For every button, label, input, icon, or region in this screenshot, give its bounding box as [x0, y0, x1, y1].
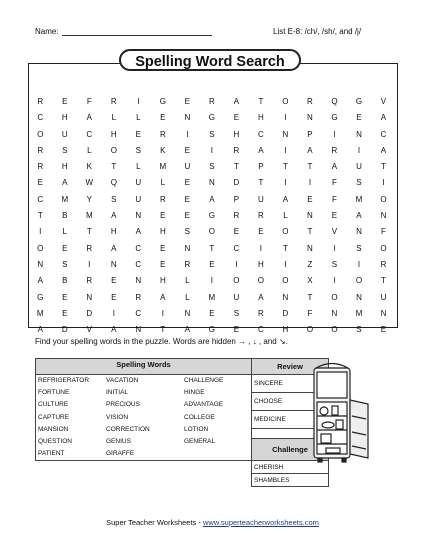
grid-letter[interactable]: A	[258, 292, 264, 302]
grid-row	[28, 208, 396, 224]
grid-letter[interactable]: U	[258, 194, 264, 204]
grid-letter[interactable]: Q	[331, 97, 338, 106]
grid-letter[interactable]: S	[356, 243, 362, 253]
grid-letter[interactable]: Y	[86, 194, 92, 204]
grid-letter[interactable]: H	[159, 227, 166, 237]
review-header: Review	[252, 359, 329, 375]
grid-letter[interactable]: X	[307, 276, 313, 286]
grid-letter[interactable]: O	[331, 292, 338, 302]
grid-row	[28, 224, 396, 240]
spelling-word: GIRAFFE	[106, 450, 135, 458]
grid-letter[interactable]: O	[282, 97, 289, 106]
grid-row	[28, 175, 396, 191]
grid-letter[interactable]: N	[331, 308, 338, 318]
grid-letter[interactable]: R	[258, 211, 264, 221]
grid-letter[interactable]: E	[356, 113, 362, 123]
spelling-word: CORRECTION	[106, 425, 150, 433]
grid-letter[interactable]: B	[62, 211, 68, 221]
grid-letter[interactable]: I	[137, 97, 140, 106]
grid-letter[interactable]: T	[307, 292, 313, 302]
grid-letter[interactable]: C	[135, 243, 142, 253]
grid-letter[interactable]: V	[86, 325, 92, 335]
grid-letter[interactable]: E	[258, 227, 264, 237]
grid-letter[interactable]: O	[282, 276, 289, 286]
grid-letter[interactable]: G	[37, 292, 44, 302]
grid-letter[interactable]: N	[184, 308, 191, 318]
grid-letter[interactable]: G	[208, 325, 215, 335]
grid-letter[interactable]: O	[37, 243, 44, 253]
grid-letter[interactable]: R	[307, 97, 313, 106]
page-title: Spelling Word Search	[119, 49, 301, 71]
bank-spacer	[36, 474, 252, 487]
grid-letter[interactable]: I	[308, 178, 312, 188]
grid-row	[28, 127, 396, 143]
grid-letter[interactable]: R	[258, 308, 264, 318]
grid-letter[interactable]: F	[307, 308, 313, 318]
spelling-word: LOTION	[184, 425, 209, 433]
grid-letter[interactable]: Q	[110, 178, 117, 188]
grid-letter[interactable]: L	[136, 113, 141, 123]
grid-letter[interactable]: I	[333, 276, 336, 286]
grid-letter[interactable]: A	[380, 145, 387, 155]
grid-letter[interactable]: A	[282, 194, 289, 204]
grid-letter[interactable]: T	[381, 276, 386, 286]
grid-row	[28, 94, 396, 110]
grid-letter[interactable]: T	[282, 162, 288, 172]
grid-letter[interactable]: R	[37, 145, 44, 155]
grid-letter[interactable]: T	[37, 211, 43, 221]
grid-letter[interactable]: N	[282, 292, 289, 302]
grid-letter[interactable]: S	[111, 194, 117, 204]
grid-letter[interactable]: M	[159, 162, 167, 172]
grid-letter[interactable]: H	[61, 113, 68, 123]
grid-letter[interactable]: H	[233, 129, 240, 139]
grid-letter[interactable]: G	[331, 113, 338, 123]
grid-letter[interactable]: F	[86, 97, 92, 106]
grid-letter[interactable]: F	[381, 227, 386, 237]
grid-letter[interactable]: U	[356, 162, 362, 172]
spelling-word: INITIAL	[106, 389, 129, 397]
grid-letter[interactable]: R	[233, 145, 240, 155]
grid-letter[interactable]: E	[160, 259, 166, 269]
grid-letter[interactable]: H	[258, 113, 264, 123]
grid-letter[interactable]: I	[186, 129, 189, 139]
grid-letter[interactable]: I	[210, 145, 213, 155]
spelling-word: HINGE	[184, 389, 205, 397]
grid-letter[interactable]: U	[184, 162, 191, 172]
spelling-word: GENERAL	[184, 437, 216, 445]
grid-letter[interactable]: R	[233, 211, 240, 221]
grid-letter[interactable]: R	[159, 194, 166, 204]
review-word: SINCERE	[252, 375, 329, 393]
grid-letter[interactable]: M	[208, 292, 216, 302]
grid-letter[interactable]: N	[282, 129, 289, 139]
grid-letter[interactable]: G	[355, 97, 363, 106]
grid-letter[interactable]: N	[307, 211, 313, 221]
grid-letter[interactable]: S	[209, 162, 215, 172]
grid-row	[28, 273, 396, 289]
grid-letter[interactable]: U	[135, 178, 142, 188]
grid-letter[interactable]: C	[233, 243, 240, 253]
grid-letter[interactable]: O	[110, 145, 117, 155]
grid-letter[interactable]: A	[86, 113, 92, 123]
grid-row	[28, 290, 396, 306]
grid-letter[interactable]: H	[258, 259, 264, 269]
grid-row	[28, 306, 396, 322]
challenge-header: Challenge	[252, 439, 329, 461]
grid-letter[interactable]: S	[331, 259, 338, 269]
name-field	[35, 27, 212, 36]
grid-letter[interactable]: H	[110, 227, 117, 237]
grid-letter[interactable]: K	[160, 145, 166, 155]
grid-letter[interactable]: I	[161, 308, 164, 318]
grid-letter[interactable]: A	[160, 292, 166, 302]
grid-letter[interactable]: E	[111, 276, 117, 286]
refrigerator-illustration	[308, 358, 378, 464]
grid-letter[interactable]: L	[111, 113, 117, 123]
grid-letter[interactable]: P	[258, 162, 264, 172]
grid-letter[interactable]: A	[380, 113, 387, 123]
grid-letter[interactable]: E	[135, 129, 141, 139]
grid-letter[interactable]: O	[380, 194, 387, 204]
grid-letter[interactable]: E	[184, 194, 191, 204]
grid-letter[interactable]: E	[233, 113, 240, 123]
grid-letter[interactable]: B	[62, 276, 68, 286]
list-label: List E-8: /ch/, /sh/, and /j/	[273, 27, 362, 36]
spelling-word: VACATION	[106, 377, 139, 384]
grid-letter[interactable]: U	[61, 129, 68, 139]
grid-row	[28, 192, 396, 208]
grid-letter[interactable]: T	[307, 227, 313, 237]
grid-letter[interactable]: R	[331, 145, 338, 155]
grid-letter[interactable]: N	[307, 243, 313, 253]
grid-letter[interactable]: E	[184, 145, 191, 155]
word-bank-table	[35, 358, 329, 487]
spelling-word: PRECIOUS	[106, 401, 140, 409]
grid-letter[interactable]: E	[62, 292, 68, 302]
spelling-word: QUESTION	[38, 437, 72, 445]
spelling-word: VISION	[106, 413, 129, 421]
spelling-word: REFRIGERATOR	[38, 377, 90, 384]
grid-letter[interactable]: P	[307, 129, 313, 139]
grid-letter[interactable]: M	[355, 194, 363, 204]
grid-letter[interactable]: T	[160, 325, 166, 335]
review-word: MEDICINE	[252, 411, 329, 429]
spelling-word: CAPTURE	[38, 413, 70, 421]
grid-row	[28, 322, 396, 338]
spelling-words-header: Spelling Words	[36, 359, 252, 375]
grid-letter[interactable]: I	[357, 145, 361, 155]
grid-letter[interactable]: M	[36, 308, 44, 318]
grid-letter[interactable]: E	[160, 113, 166, 123]
grid-letter[interactable]: H	[282, 325, 289, 335]
grid-letter[interactable]: O	[233, 276, 240, 286]
grid-letter[interactable]: C	[37, 113, 44, 123]
grid-letter[interactable]: R	[86, 243, 93, 253]
grid-letter[interactable]: N	[307, 113, 313, 123]
grid-letter[interactable]: L	[87, 145, 92, 155]
grid-letter[interactable]: A	[209, 194, 215, 204]
grid-letter[interactable]: Z	[307, 259, 313, 269]
grid-letter[interactable]: T	[258, 178, 264, 188]
grid-letter[interactable]: I	[210, 276, 213, 286]
spelling-word: COLLEGE	[184, 413, 215, 421]
grid-letter[interactable]: N	[37, 259, 44, 269]
grid-letter[interactable]: R	[86, 276, 93, 286]
grid-letter[interactable]: E	[233, 325, 240, 335]
grid-letter[interactable]: E	[62, 243, 68, 253]
grid-letter[interactable]: E	[307, 194, 313, 204]
grid-letter[interactable]: L	[283, 211, 288, 221]
grid-letter[interactable]: D	[233, 178, 240, 188]
grid-letter[interactable]: N	[380, 308, 387, 318]
spelling-word: FORTUNE	[38, 389, 70, 397]
grid-letter[interactable]: F	[332, 194, 337, 204]
grid-letter[interactable]: D	[86, 308, 93, 318]
grid-letter[interactable]: L	[185, 276, 190, 286]
grid-letter[interactable]: S	[209, 129, 215, 139]
grid-letter[interactable]: E	[331, 211, 338, 221]
grid-letter[interactable]: W	[85, 178, 94, 188]
grid-letter[interactable]: O	[331, 325, 338, 335]
grid-letter[interactable]: N	[356, 129, 362, 139]
grid-letter[interactable]: A	[331, 162, 338, 172]
grid-letter[interactable]: I	[333, 129, 336, 139]
grid-letter[interactable]: N	[356, 227, 362, 237]
grid-letter[interactable]: A	[111, 243, 117, 253]
grid-letter[interactable]: S	[233, 308, 240, 318]
grid-letter[interactable]: T	[111, 162, 117, 172]
grid-letter[interactable]: I	[284, 145, 287, 155]
grid-letter[interactable]: O	[380, 243, 387, 253]
grid-letter[interactable]: E	[233, 227, 240, 237]
grid-letter[interactable]: S	[135, 145, 141, 155]
challenge-word: CHERISH	[252, 461, 329, 474]
grid-letter[interactable]: N	[135, 325, 142, 335]
grid-letter[interactable]: R	[380, 259, 387, 269]
grid-letter[interactable]: S	[184, 227, 191, 237]
challenge-word: SHAMBLES	[252, 474, 329, 487]
grid-letter[interactable]: C	[86, 129, 93, 139]
grid-letter[interactable]: I	[39, 227, 42, 237]
grid-letter[interactable]: N	[184, 113, 191, 123]
grid-letter[interactable]: E	[62, 97, 68, 106]
grid-letter[interactable]: I	[112, 308, 115, 318]
grid-letter[interactable]: H	[159, 276, 166, 286]
grid-letter[interactable]: O	[282, 227, 289, 237]
grid-letter[interactable]: E	[380, 325, 387, 335]
grid-letter[interactable]: R	[184, 259, 191, 269]
grid-letter[interactable]: D	[61, 325, 68, 335]
grid-letter[interactable]: N	[86, 292, 93, 302]
grid-letter[interactable]: U	[233, 292, 240, 302]
grid-letter[interactable]: C	[135, 308, 142, 318]
grid-letter[interactable]: E	[111, 292, 117, 302]
grid-letter[interactable]: E	[184, 178, 191, 188]
grid-letter[interactable]: E	[37, 178, 43, 188]
footer-text: Super Teacher Worksheets -	[106, 518, 203, 527]
grid-letter[interactable]: I	[382, 178, 385, 188]
grid-letter[interactable]: T	[282, 243, 288, 253]
grid-letter[interactable]: I	[259, 243, 263, 253]
grid-letter[interactable]: I	[88, 259, 91, 269]
grid-letter[interactable]: M	[61, 194, 69, 204]
grid-letter[interactable]: N	[110, 259, 117, 269]
grid-letter[interactable]: U	[135, 194, 142, 204]
grid-letter[interactable]: T	[307, 162, 313, 172]
grid-letter[interactable]: I	[333, 243, 336, 253]
grid-letter[interactable]: M	[355, 308, 363, 318]
spelling-word: ADVANTAGE	[184, 401, 224, 409]
grid-letter[interactable]: A	[307, 145, 313, 155]
spelling-word: GENIUS	[106, 437, 131, 445]
bank-spacer	[36, 461, 252, 474]
grid-letter[interactable]: S	[62, 145, 68, 155]
name-label: Name:	[35, 27, 59, 36]
grid-letter[interactable]: A	[37, 276, 43, 286]
grid-letter[interactable]: L	[62, 227, 67, 237]
grid-letter[interactable]: N	[208, 178, 215, 188]
grid-letter[interactable]: N	[135, 276, 142, 286]
grid-letter[interactable]: H	[61, 162, 68, 172]
grid-letter[interactable]: T	[209, 243, 215, 253]
grid-letter[interactable]: A	[111, 325, 117, 335]
grid-letter[interactable]: G	[159, 97, 166, 106]
grid-row	[28, 143, 396, 159]
grid-letter[interactable]: R	[208, 97, 215, 106]
grid-letter[interactable]: V	[331, 227, 338, 237]
grid-letter[interactable]: A	[62, 178, 68, 188]
grid-letter[interactable]: E	[209, 308, 215, 318]
grid-letter[interactable]: F	[332, 178, 337, 188]
grid-letter[interactable]: O	[257, 276, 265, 286]
grid-letter[interactable]: K	[86, 162, 92, 172]
grid-letter[interactable]: N	[380, 211, 387, 221]
grid-letter[interactable]: E	[184, 97, 191, 106]
grid-letter[interactable]: C	[135, 259, 142, 269]
grid-letter[interactable]: R	[37, 97, 44, 106]
spelling-word: MANSION	[38, 425, 69, 433]
letter-grid	[28, 94, 396, 338]
grid-letter[interactable]: T	[233, 162, 239, 172]
grid-letter[interactable]: I	[284, 113, 287, 123]
grid-letter[interactable]: T	[86, 227, 92, 237]
grid-letter[interactable]: L	[185, 292, 190, 302]
grid-letter[interactable]: L	[136, 162, 141, 172]
name-line[interactable]	[62, 27, 212, 36]
grid-letter[interactable]: R	[37, 162, 44, 172]
grid-letter[interactable]: P	[233, 194, 240, 204]
footer-link[interactable]: www.superteacherworksheets.com	[202, 518, 319, 527]
instructions: Find your spelling words in the puzzle. Words are hidden → , ↓ , and ↘.	[35, 337, 288, 346]
grid-letter[interactable]: D	[282, 308, 289, 318]
grid-row	[28, 159, 396, 175]
spelling-word: PATIENT	[38, 450, 65, 458]
grid-letter[interactable]: G	[208, 113, 215, 123]
grid-letter[interactable]: L	[160, 178, 166, 188]
spelling-word: CULTURE	[38, 401, 69, 409]
grid-letter[interactable]: S	[356, 325, 362, 335]
grid-letter[interactable]: E	[62, 308, 68, 318]
grid-letter[interactable]: E	[160, 243, 166, 253]
grid-letter[interactable]: U	[380, 292, 387, 302]
grid-letter[interactable]: E	[160, 211, 166, 221]
grid-letter[interactable]: T	[381, 162, 386, 172]
grid-row	[28, 241, 396, 257]
grid-letter[interactable]: T	[258, 97, 264, 106]
grid-letter[interactable]: C	[258, 325, 264, 335]
grid-letter[interactable]: H	[110, 129, 117, 139]
grid-letter[interactable]: R	[159, 129, 166, 139]
grid-letter[interactable]: A	[135, 227, 141, 237]
grid-letter[interactable]: E	[209, 259, 215, 269]
grid-letter[interactable]: A	[111, 211, 117, 221]
grid-letter[interactable]: O	[355, 276, 363, 286]
grid-letter[interactable]: N	[356, 292, 362, 302]
grid-letter[interactable]: A	[356, 211, 362, 221]
grid-row	[28, 110, 396, 126]
grid-letter[interactable]: C	[380, 129, 387, 139]
grid-letter[interactable]: S	[356, 178, 362, 188]
grid-letter[interactable]: O	[208, 227, 215, 237]
grid-letter[interactable]: I	[284, 259, 287, 269]
grid-row	[28, 257, 396, 273]
grid-letter[interactable]: A	[184, 325, 191, 335]
grid-letter[interactable]: V	[380, 97, 387, 106]
grid-letter[interactable]: O	[306, 325, 314, 335]
grid-letter[interactable]: S	[62, 259, 68, 269]
grid-letter[interactable]: O	[37, 129, 44, 139]
grid-letter[interactable]: N	[135, 211, 142, 221]
spelling-word: CHALLENGE	[184, 377, 224, 384]
spelling-words-list	[36, 375, 252, 461]
footer	[0, 518, 425, 527]
grid-letter[interactable]: A	[258, 145, 264, 155]
grid-letter[interactable]: A	[37, 325, 43, 335]
grid-letter[interactable]: I	[235, 259, 238, 269]
grid-letter[interactable]: C	[258, 129, 264, 139]
grid-letter[interactable]: I	[357, 259, 361, 269]
grid-letter[interactable]: M	[85, 211, 93, 221]
grid-letter[interactable]: N	[184, 243, 191, 253]
review-word: CHOOSE	[252, 393, 329, 411]
spelling-word	[184, 448, 249, 460]
grid-letter[interactable]: A	[233, 97, 240, 106]
grid-letter[interactable]: R	[110, 97, 117, 106]
grid-letter[interactable]: G	[208, 211, 215, 221]
grid-letter[interactable]: C	[37, 194, 44, 204]
grid-letter[interactable]: I	[284, 178, 287, 188]
grid-letter[interactable]: E	[184, 211, 191, 221]
grid-letter[interactable]: R	[135, 292, 142, 302]
